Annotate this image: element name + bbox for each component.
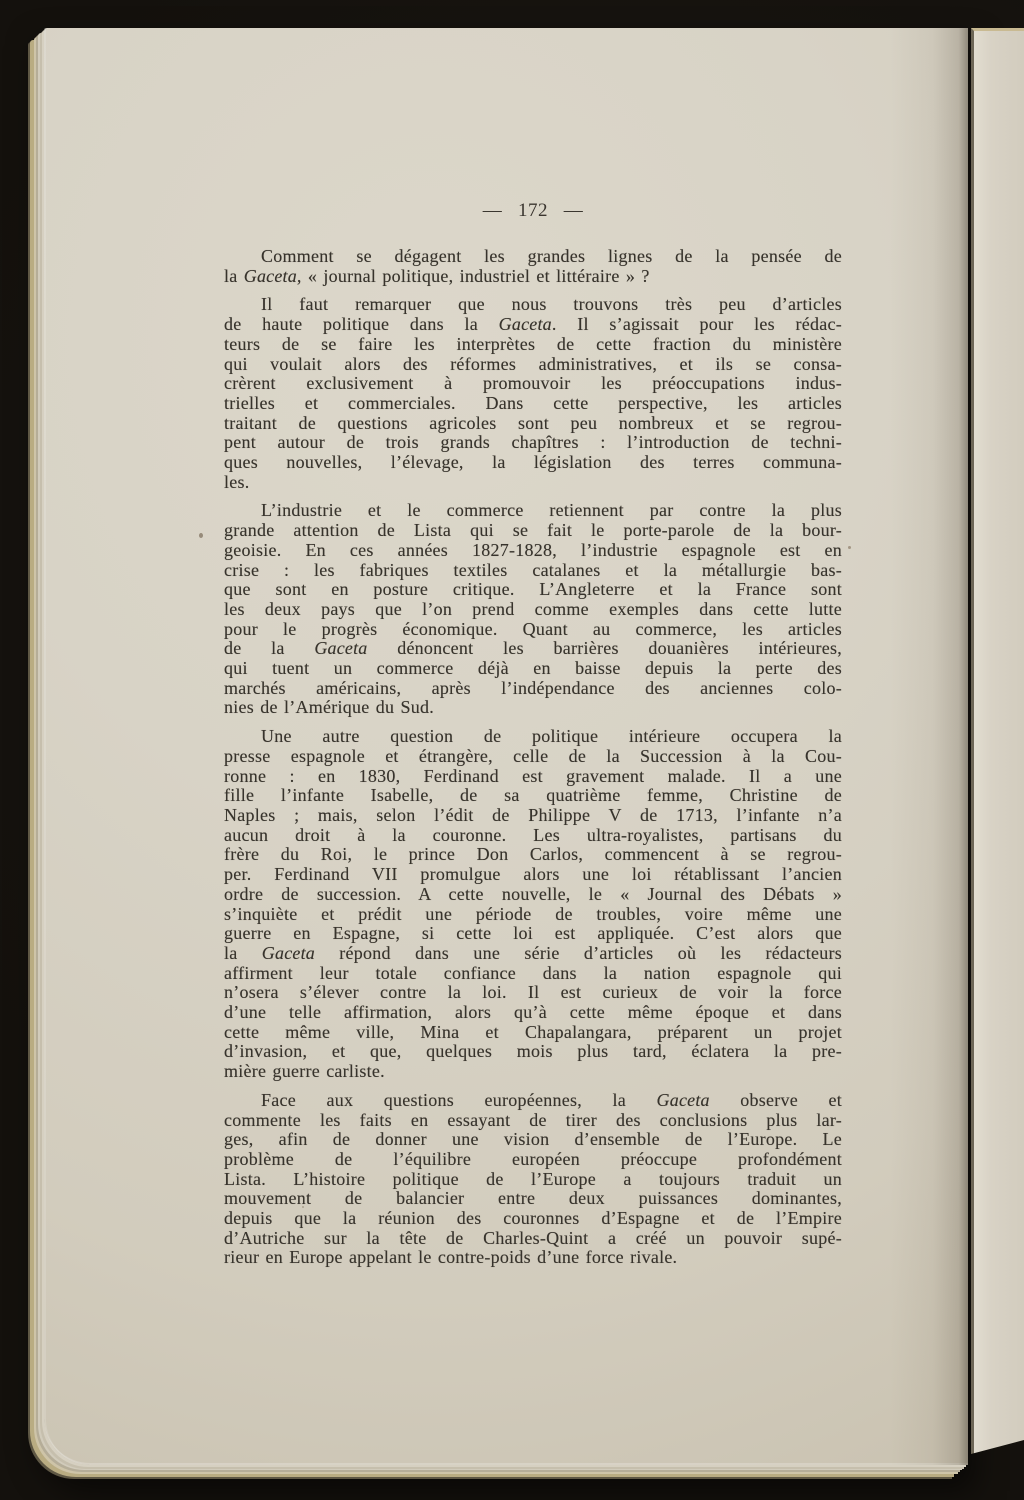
text-line: rieur en Europe appelant le contre-poids d’une force rivale. xyxy=(224,1247,678,1268)
text-line: grande attention de Lista qui se fait le porte-parole de la bour- xyxy=(224,520,842,541)
text-line: per. Ferdinand VII promulgue alors une loi rétablissant l’ancien xyxy=(224,864,842,885)
text-line: commente les faits en essayant de tirer des conclusions plus lar- xyxy=(224,1109,842,1130)
paragraph xyxy=(224,247,842,286)
text-line: Face aux questions européennes, la Gaceta observe et xyxy=(261,1089,843,1110)
paragraphs xyxy=(224,247,842,1268)
text-line: nies de l’Amérique du Sud. xyxy=(224,697,434,718)
text-line: d’une telle affirmation, alors qu’à cette même époque et dans xyxy=(224,1002,842,1023)
text-line: qui voulait alors des réformes administratives, et ils se consa- xyxy=(224,353,842,374)
text-line: crèrent exclusivement à promouvoir les préoccupations indus- xyxy=(224,373,842,394)
text-line: pent autour de trois grands chapîtres : l’introduction de techni- xyxy=(224,432,842,453)
text-line: cette même ville, Mina et Chapalangara, préparent un projet xyxy=(224,1021,842,1042)
text-line: la Gaceta, « journal politique, industriel et littéraire » ? xyxy=(224,265,650,286)
text-line: les. xyxy=(224,471,250,492)
text-line: L’industrie et le commerce retiennent par contre la plus xyxy=(261,500,842,521)
text-line: Lista. L’histoire politique de l’Europe a toujours traduit un xyxy=(224,1168,842,1189)
text-line: depuis que la réunion des couronnes d’Espagne et de l’Empire xyxy=(224,1208,842,1229)
text-line: frère du Roi, le prince Don Carlos, commencent à se regrou- xyxy=(224,844,842,865)
text-line: marchés américains, après l’indépendance des anciennes colo- xyxy=(224,677,842,698)
text-line: ques nouvelles, l’élevage, la législation des terres communa- xyxy=(224,452,842,473)
text-line: les deux pays que l’on prend comme exemples dans cette lutte xyxy=(224,598,842,619)
paper-speck xyxy=(199,533,203,538)
text-line: Il faut remarquer que nous trouvons très peu d’articles xyxy=(261,294,842,315)
text-line: mière guerre carliste. xyxy=(224,1061,385,1082)
text-line: n’osera s’élever contre la loi. Il est curieux de voir la force xyxy=(224,982,842,1003)
text-line: teurs de se faire les interprètes de cette fraction du ministère xyxy=(224,333,842,354)
text-line: ordre de succession. A cette nouvelle, le « Journal des Débats » xyxy=(224,883,842,904)
text-line: guerre en Espagne, si cette loi est appliquée. C’est alors que xyxy=(224,923,842,944)
paragraph xyxy=(224,295,842,492)
text-line: que sont en posture critique. L’Angleterre et la France sont xyxy=(224,579,842,600)
paragraph xyxy=(224,501,842,718)
text-line: qui tuent un commerce déjà en baisse depuis la perte des xyxy=(224,658,842,679)
text-line: problème de l’équilibre européen préoccupe profondément xyxy=(224,1148,842,1169)
text-line: affirment leur totale confiance dans la nation espagnole qui xyxy=(224,962,842,983)
text-line: crise : les fabriques textiles catalanes et la métallurgie bas- xyxy=(224,559,842,580)
text-line: d’invasion, et que, quelques mois plus tard, éclatera la pre- xyxy=(224,1041,842,1062)
text-line: aucun droit à la couronne. Les ultra-royalistes, partisans du xyxy=(224,824,842,845)
text-column xyxy=(224,200,842,1268)
text-line: traitant de questions agricoles sont peu nombreux et se regrou- xyxy=(224,412,842,433)
text-line: presse espagnole et étrangère, celle de la Succession à la Cou- xyxy=(224,745,842,766)
text-line: trielles et commerciales. Dans cette perspective, les articles xyxy=(224,392,842,413)
text-line: pour le progrès économique. Quant au commerce, les articles xyxy=(224,618,842,639)
facing-page-edge xyxy=(971,28,1024,1454)
paper-speck xyxy=(848,546,851,549)
text-line: ronne : en 1830, Ferdinand est gravement malade. Il a une xyxy=(224,765,842,786)
text-line: Une autre question de politique intérieure occupera la xyxy=(261,726,842,747)
text-line: de la Gaceta dénoncent les barrières douanières intérieures, xyxy=(224,638,842,659)
paragraph xyxy=(224,727,842,1082)
text-line: ges, afin de donner une vision d’ensemble de l’Europe. Le xyxy=(224,1129,842,1150)
text-line: s’inquiète et prédit une période de troubles, voire même une xyxy=(224,903,842,924)
paragraph xyxy=(224,1091,842,1268)
text-line: d’Autriche sur la tête de Charles-Quint a créé un pouvoir supé- xyxy=(224,1227,842,1248)
text-line: Comment se dégagent les grandes lignes de la pensée de xyxy=(261,246,842,266)
book-page xyxy=(44,28,968,1465)
text-line: de haute politique dans la Gaceta. Il s’agissait pour les rédac- xyxy=(224,314,843,335)
text-line: Naples ; mais, selon l’édit de Philippe V de 1713, l’infante n’a xyxy=(224,804,842,825)
text-line: geoisie. En ces années 1827-1828, l’industrie espagnole est en xyxy=(224,539,842,560)
text-line: mouvement de balancier entre deux puissances dominantes, xyxy=(224,1188,842,1209)
text-line: fille l’infante Isabelle, de sa quatrième femme, Christine de xyxy=(224,785,842,806)
text-line: la Gaceta répond dans une série d’articles où les rédacteurs xyxy=(224,942,842,963)
page-number-header: — 172 — xyxy=(482,200,584,221)
